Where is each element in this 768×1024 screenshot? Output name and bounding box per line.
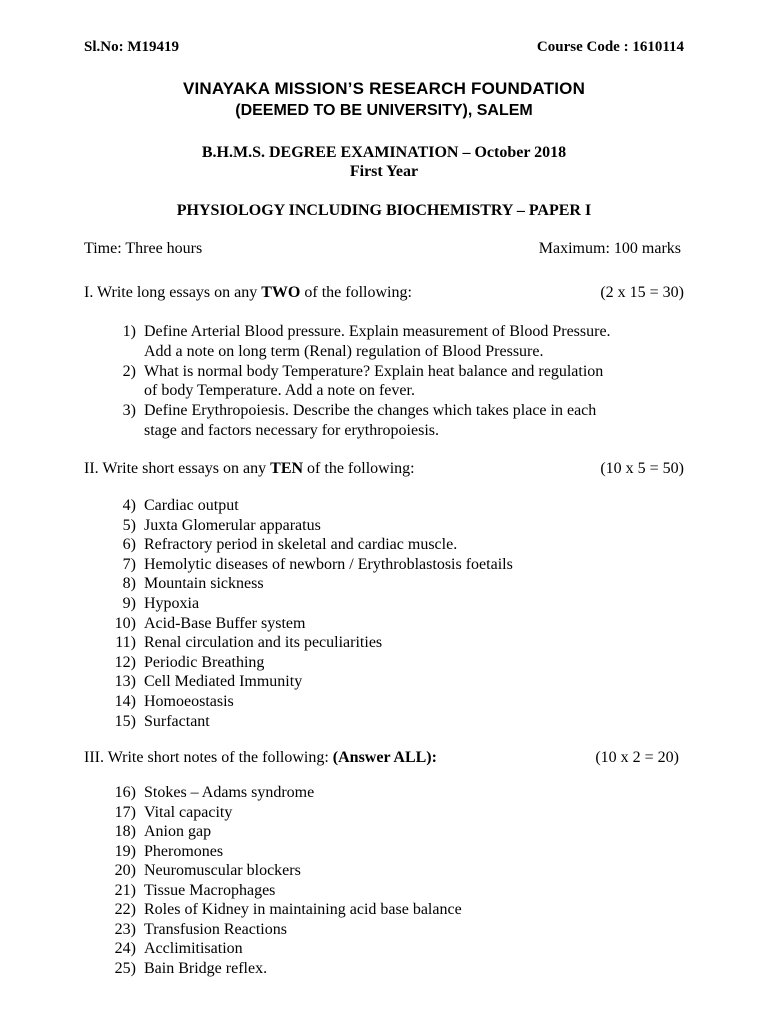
question-item <box>0 402 768 422</box>
question-number: 15) <box>114 712 136 730</box>
question-number: 20) <box>114 862 136 879</box>
question-item <box>0 921 768 941</box>
question-item <box>0 940 768 960</box>
question-text: Vital capacity <box>144 803 233 821</box>
question-text: What is normal body Temperature? Explain heat balance and regulation <box>144 362 604 380</box>
question-number: 1) <box>122 323 136 340</box>
question-text: Juxta Glomerular apparatus <box>144 516 321 534</box>
question-number: 5) <box>122 516 136 534</box>
exam-time: Time: Three hours <box>84 240 203 257</box>
question-text: Cell Mediated Immunity <box>144 673 303 691</box>
question-number: 2) <box>122 362 136 380</box>
question-number: 7) <box>122 555 136 573</box>
question-item <box>0 804 768 824</box>
question-text: Acclimitisation <box>144 940 243 957</box>
question-text: Pheromones <box>144 842 224 860</box>
question-number: 10) <box>114 614 136 632</box>
question-text: Renal circulation and its peculiarities <box>144 634 383 652</box>
question-item <box>0 517 768 537</box>
question-item <box>0 382 768 402</box>
question-text: Refractory period in skeletal and cardiac muscle. <box>144 536 458 554</box>
question-text: Homoeostasis <box>144 693 234 710</box>
question-text: of body Temperature. Add a note on fever. <box>144 382 415 400</box>
question-item <box>0 575 768 595</box>
question-item <box>0 654 768 674</box>
question-item <box>0 713 768 733</box>
serial-number: Sl.No: M19419 <box>84 39 179 55</box>
question-text: Hemolytic diseases of newborn / Erythroblastosis foetails <box>144 555 513 573</box>
question-item <box>0 693 768 713</box>
question-number: 19) <box>114 842 136 860</box>
question-item <box>0 901 768 921</box>
question-number: 3) <box>122 402 136 420</box>
course-code: Course Code : 1610114 <box>536 39 684 55</box>
question-text: Stokes – Adams syndrome <box>144 784 315 801</box>
question-number: 25) <box>114 959 136 977</box>
question-text: Bain Bridge reflex. <box>144 959 268 977</box>
question-item <box>0 343 768 363</box>
question-text: Cardiac output <box>144 497 239 514</box>
question-item <box>0 882 768 902</box>
section3-heading: III. Write short notes of the following: (Answer ALL): <box>84 749 437 766</box>
question-item <box>0 556 768 576</box>
question-text: Define Arterial Blood pressure. Explain measurement of Blood Pressure. <box>144 323 611 340</box>
question-number: 9) <box>122 595 136 612</box>
question-text: stage and factors necessary for erythropoiesis. <box>144 422 439 439</box>
question-number: 17) <box>114 803 136 821</box>
exam-title: B.H.M.S. DEGREE EXAMINATION – October 2018 <box>201 144 567 161</box>
max-marks: Maximum: 100 marks <box>538 240 681 257</box>
question-number: 6) <box>122 536 136 554</box>
question-item <box>0 497 768 517</box>
question-number: 22) <box>114 901 136 918</box>
question-text: Hypoxia <box>144 595 200 612</box>
exam-year: First Year <box>349 163 419 180</box>
section2-marks: (10 x 5 = 50) <box>600 460 684 477</box>
question-text: Neuromuscular blockers <box>144 862 301 879</box>
question-item <box>0 323 768 343</box>
question-number: 13) <box>114 673 136 691</box>
question-number: 24) <box>114 940 136 957</box>
question-item <box>0 784 768 804</box>
section2-heading: II. Write short essays on any TEN of the following: <box>84 460 415 477</box>
section1-marks: (2 x 15 = 30) <box>600 284 684 301</box>
question-item <box>0 422 768 442</box>
question-text: Add a note on long term (Renal) regulation of Blood Pressure. <box>144 342 544 360</box>
question-text: Define Erythropoiesis. Describe the changes which takes place in each <box>144 402 597 420</box>
question-text: Roles of Kidney in maintaining acid base balance <box>144 901 462 918</box>
question-text: Anion gap <box>144 823 212 840</box>
question-number: 21) <box>114 881 136 899</box>
question-item <box>0 536 768 556</box>
question-text: Mountain sickness <box>144 575 264 593</box>
question-number: 12) <box>114 653 136 671</box>
question-text: Periodic Breathing <box>144 653 265 671</box>
question-number: 18) <box>114 823 136 840</box>
question-number: 8) <box>122 575 136 593</box>
question-item <box>0 615 768 635</box>
question-item <box>0 843 768 863</box>
question-text: Transfusion Reactions <box>144 920 287 938</box>
question-text: Surfactant <box>144 712 210 730</box>
institution-name: VINAYAKA MISSION’S RESEARCH FOUNDATION <box>182 79 586 98</box>
question-item <box>0 634 768 654</box>
question-item <box>0 673 768 693</box>
question-number: 23) <box>114 920 136 938</box>
section3-marks: (10 x 2 = 20) <box>595 749 679 766</box>
question-text: Tissue Macrophages <box>144 881 276 899</box>
question-number: 16) <box>114 784 136 801</box>
question-number: 4) <box>122 497 136 514</box>
paper-title: PHYSIOLOGY INCLUDING BIOCHEMISTRY – PAPER I <box>176 202 592 219</box>
institution-subtitle: (DEEMED TO BE UNIVERSITY), SALEM <box>235 102 533 119</box>
section1-heading: I. Write long essays on any TWO of the following: <box>84 284 412 301</box>
question-number: 14) <box>114 693 136 710</box>
question-item <box>0 595 768 615</box>
question-item <box>0 960 768 980</box>
question-item <box>0 862 768 882</box>
question-number: 11) <box>115 634 136 652</box>
question-item <box>0 363 768 383</box>
question-text: Acid-Base Buffer system <box>144 614 306 632</box>
question-item <box>0 823 768 843</box>
